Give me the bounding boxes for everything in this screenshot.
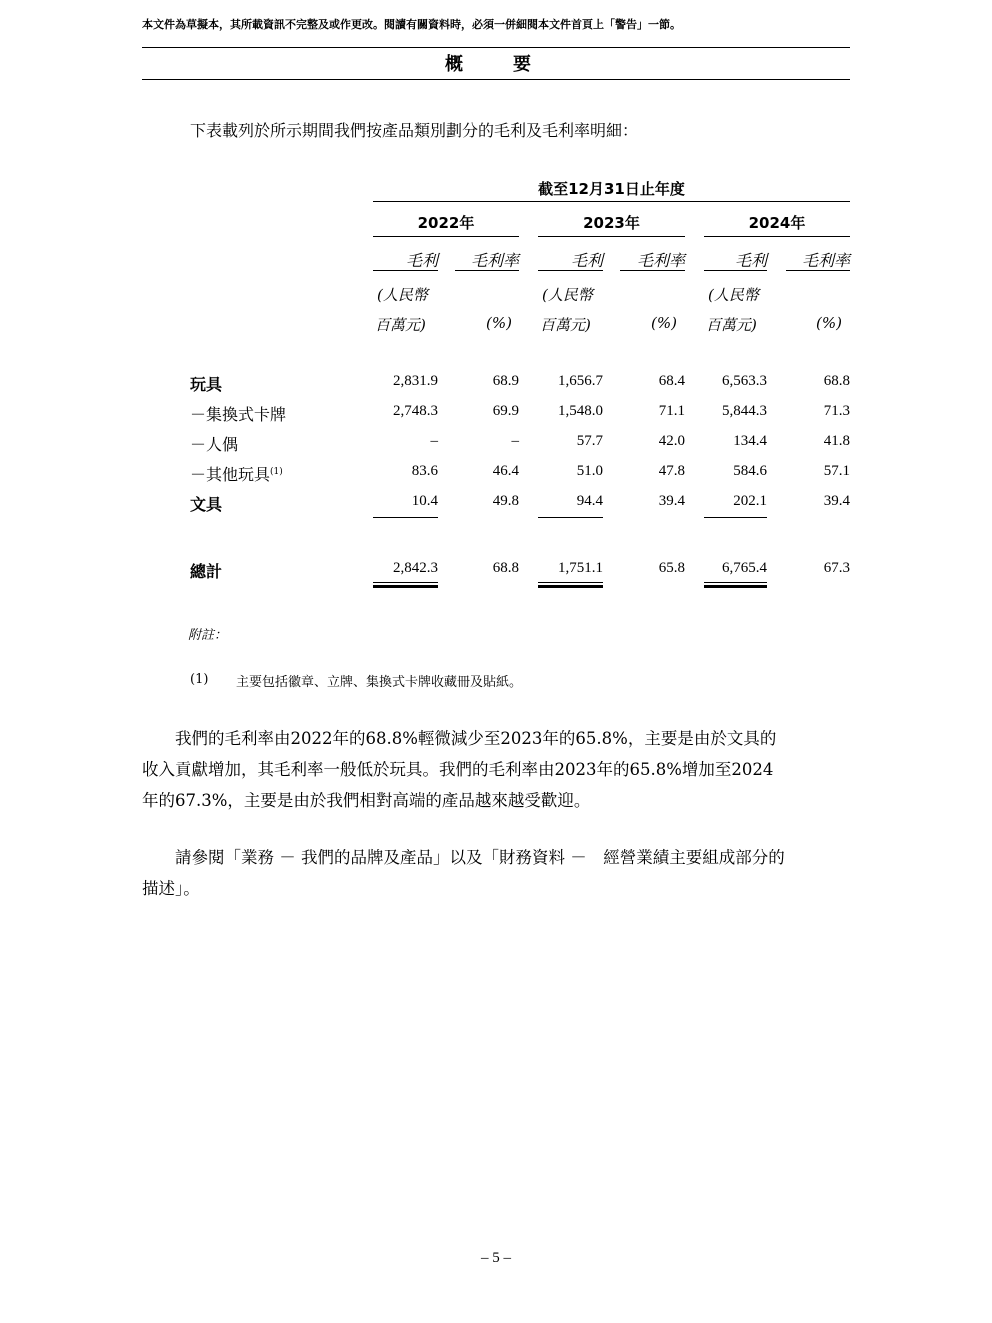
cell-gp-2023: 51.0 <box>576 463 603 479</box>
year-heading-2024: 2024年 <box>748 214 806 232</box>
total-gp-2023: 1,751.1 <box>558 560 603 576</box>
row-label <box>190 492 222 515</box>
cell-margin-2023: 39.4 <box>658 493 685 509</box>
draft-notice: 本文件為草擬本，其所載資訊不完整及或作更改。閱讀有關資料時，必須一併細閱本文件首頁上「警告」一節。 <box>142 18 681 31</box>
paragraph-line: 年的67.3%，主要是由於我們相對高端的產品越來越受歡迎。 <box>142 791 591 810</box>
subtotal-rule-2023 <box>538 517 603 518</box>
note-text: 主要包括徽章、立牌、集換式卡牌收藏冊及貼紙。 <box>236 675 523 690</box>
period-heading: 截至12月31日止年度 <box>538 180 685 198</box>
cell-margin-2022: – <box>511 433 519 449</box>
total-double-rule-2023 <box>538 585 603 588</box>
intro-text: 下表載列於所示期間我們按產品類別劃分的毛利及毛利率明細： <box>190 121 639 140</box>
cell-margin-2023: 47.8 <box>658 463 685 479</box>
subhead-rule <box>704 270 767 271</box>
header-rule-top <box>142 47 850 48</box>
footnote-marker: (1) <box>270 467 283 477</box>
total-gp-2024: 6,765.4 <box>722 560 767 576</box>
row-label-text: －其他玩具 <box>190 465 271 484</box>
cell-margin-2023: 42.0 <box>658 433 685 449</box>
row-label-text: 玩具 <box>190 375 223 394</box>
unit-margin-2023: (%) <box>651 314 677 332</box>
cell-margin-2022: 69.9 <box>492 403 519 419</box>
total-underline-2024 <box>704 582 767 583</box>
cell-gp-2024: 6,563.3 <box>722 373 767 389</box>
cell-gp-2024: 584.6 <box>733 463 767 479</box>
cell-margin-2024: 39.4 <box>823 493 850 509</box>
cell-gp-2023: 1,656.7 <box>558 373 603 389</box>
subtotal-rule-2022 <box>373 517 438 518</box>
cell-gp-2023: 1,548.0 <box>558 403 603 419</box>
total-row-label: 總計 <box>190 562 223 581</box>
unit-gp-2024-line1: (人民幣 <box>708 286 759 304</box>
paragraph-line: 請參閱「業務 － 我們的品牌及產品」以及「財務資料 － 經營業績主要組成部分的 <box>142 848 785 867</box>
cell-margin-2022: 46.4 <box>492 463 519 479</box>
subhead-rule <box>620 270 685 271</box>
cell-gp-2023: 57.7 <box>576 433 603 449</box>
col-gross-profit-2024: 毛利 <box>734 251 767 270</box>
year-heading-2023: 2023年 <box>583 214 640 232</box>
cell-gp-2022: – <box>430 433 438 449</box>
row-label-text: 文具 <box>190 495 223 514</box>
row-label-text: －集換式卡牌 <box>190 405 287 424</box>
cell-gp-2022: 2,748.3 <box>393 403 438 419</box>
section-title: 概 要 <box>445 54 547 75</box>
cell-gp-2022: 83.6 <box>411 463 438 479</box>
unit-gp-2024-line2: 百萬元) <box>706 316 757 334</box>
cell-gp-2022: 10.4 <box>411 493 438 509</box>
cell-margin-2023: 71.1 <box>658 403 685 419</box>
year-heading-2022: 2022年 <box>417 214 475 232</box>
subhead-rule <box>455 270 519 271</box>
paragraph-line: 我們的毛利率由2022年的68.8%輕微減少至2023年的65.8%，主要是由於文具的 <box>142 729 777 748</box>
row-label-text: －人偶 <box>190 435 239 454</box>
notes-heading: 附註： <box>188 628 228 643</box>
note-number: (1) <box>190 672 209 687</box>
subhead-rule <box>373 270 438 271</box>
cell-margin-2022: 68.9 <box>492 373 519 389</box>
unit-margin-2024: (%) <box>816 314 842 332</box>
cell-gp-2024: 134.4 <box>733 433 767 449</box>
total-gp-2022: 2,842.3 <box>393 560 438 576</box>
row-label <box>190 372 222 395</box>
unit-margin-2022: (%) <box>486 314 512 332</box>
subtotal-rule-2024 <box>704 517 767 518</box>
cell-margin-2024: 41.8 <box>823 433 850 449</box>
row-label <box>190 432 238 455</box>
cell-margin-2024: 57.1 <box>823 463 850 479</box>
unit-gp-2022-line2: 百萬元) <box>375 316 426 334</box>
total-margin-2023: 65.8 <box>658 560 685 576</box>
year-rule-2024 <box>704 236 850 237</box>
header-rule-bottom <box>142 79 850 80</box>
cell-gp-2024: 5,844.3 <box>722 403 767 419</box>
unit-gp-2023-line1: (人民幣 <box>542 286 593 304</box>
subhead-rule <box>538 270 603 271</box>
cell-margin-2022: 49.8 <box>492 493 519 509</box>
total-double-rule-2024 <box>704 585 767 588</box>
col-gross-profit-2022: 毛利 <box>405 251 438 270</box>
row-label <box>190 462 283 485</box>
paragraph-margin-analysis <box>142 723 850 816</box>
unit-gp-2023-line2: 百萬元) <box>540 316 591 334</box>
total-underline-2022 <box>373 582 438 583</box>
col-gross-profit-2023: 毛利 <box>570 251 603 270</box>
cell-margin-2024: 71.3 <box>823 403 850 419</box>
paragraph-line: 收入貢獻增加，其毛利率一般低於玩具。我們的毛利率由2023年的65.8%增加至2024 <box>142 760 774 779</box>
cell-gp-2022: 2,831.9 <box>393 373 438 389</box>
cell-gp-2023: 94.4 <box>576 493 603 509</box>
cell-margin-2024: 68.8 <box>823 373 850 389</box>
unit-gp-2022-line1: (人民幣 <box>377 286 428 304</box>
col-margin-2024: 毛利率 <box>801 251 850 270</box>
cell-gp-2024: 202.1 <box>733 493 767 509</box>
paragraph-line: 描述」。 <box>142 879 200 898</box>
col-margin-2022: 毛利率 <box>470 251 519 270</box>
total-underline-2023 <box>538 582 603 583</box>
subhead-rule <box>786 270 850 271</box>
cell-margin-2023: 68.4 <box>658 373 685 389</box>
year-rule-2023 <box>538 236 685 237</box>
period-heading-rule <box>373 201 850 202</box>
paragraph-reference <box>142 842 850 904</box>
total-double-rule-2022 <box>373 585 438 588</box>
row-label <box>190 402 286 425</box>
year-rule-2022 <box>373 236 519 237</box>
total-margin-2022: 68.8 <box>492 560 519 576</box>
page-number: – 5 – <box>481 1250 511 1266</box>
col-margin-2023: 毛利率 <box>636 251 685 270</box>
total-margin-2024: 67.3 <box>823 560 850 576</box>
